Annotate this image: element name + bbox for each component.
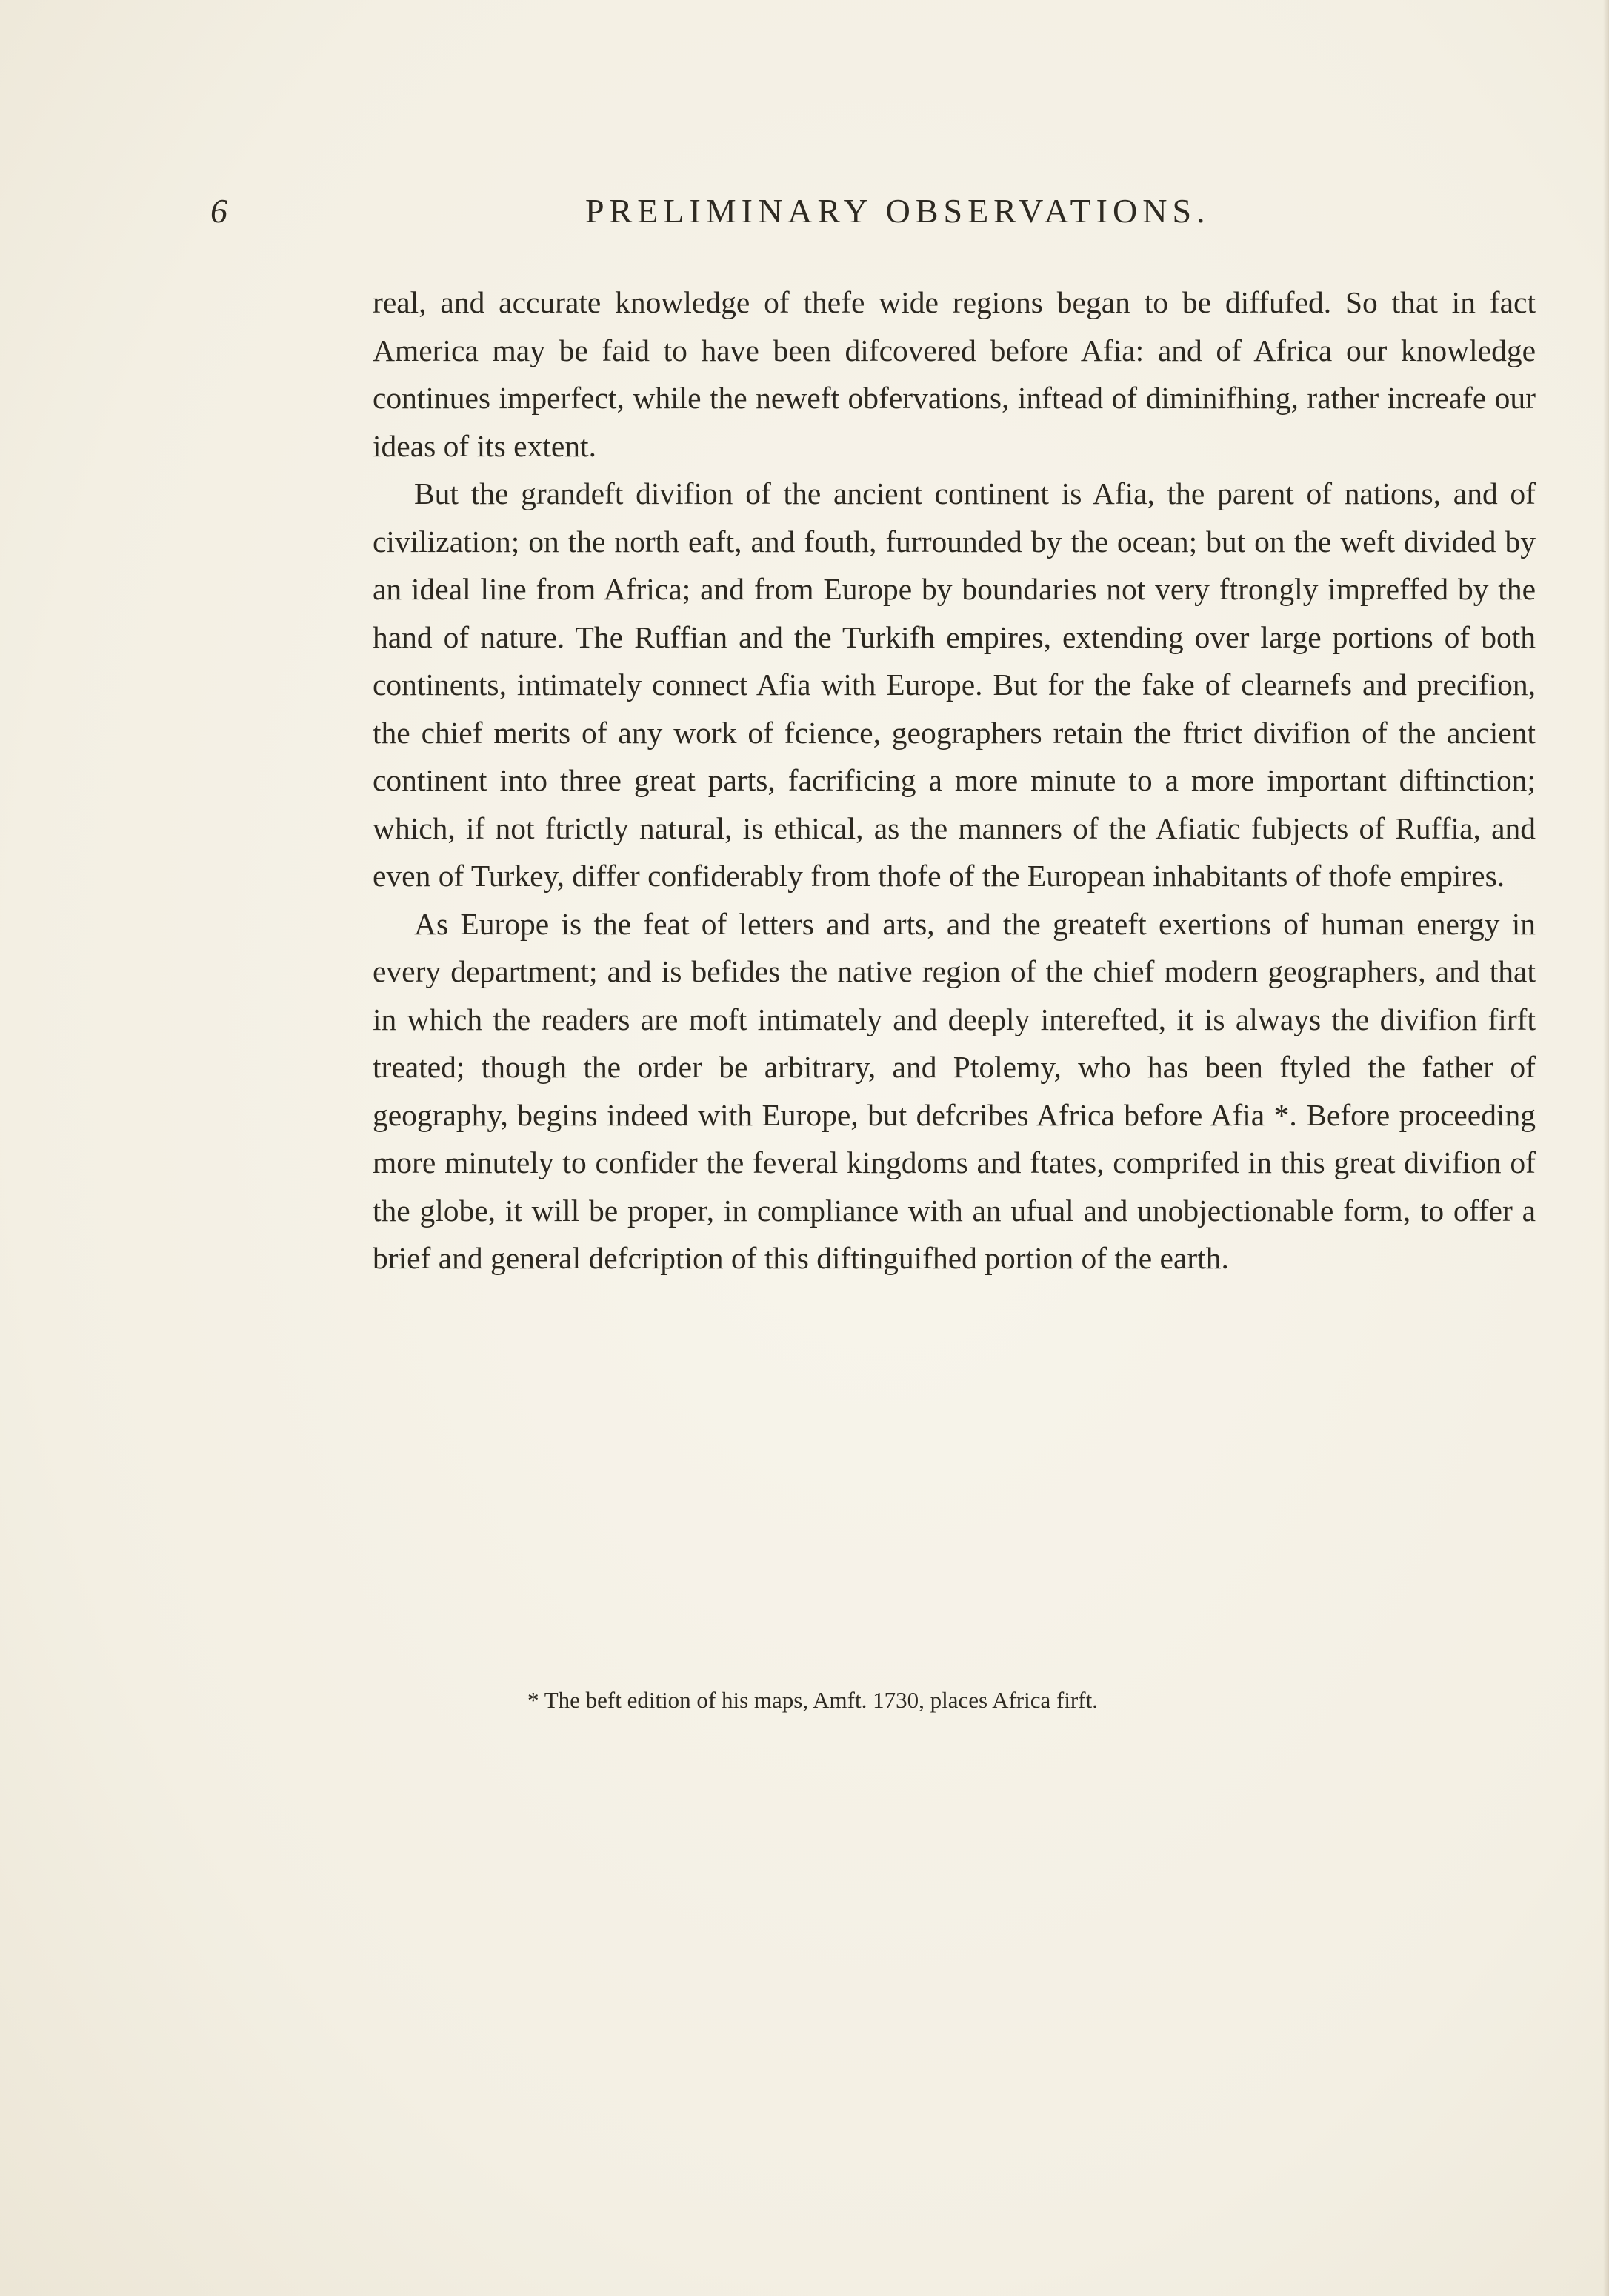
paragraph-continued: real, and accurate knowledge of thefe wide regions began to be diffufed. So that in fact America may be faid to have been difcovered before Afia: and of Africa our knowledge continues imperfect, while the neweft obfervations, inftead of diminifhing, rather increafe our ideas of its extent. (373, 285, 1536, 463)
page-number: 6 (210, 192, 227, 230)
body-text (373, 279, 1536, 1282)
paragraph-europe: As Europe is the feat of letters and arts, and the greateft exertions of human energy in every department; and is befides the native region of the chief modern geographers, and that in which the readers are moft intimately and deeply interefted, it is always the divifion firft treated; though the order be arbitrary, and Ptolemy, who has been ftyled the father of geography, begins indeed with Europe, but defcribes Africa before Afia *. Before proceeding more minutely to confider the feveral kingdoms and ftates, comprifed in this great divifion of the globe, it will be proper, in compliance with an ufual and unobjectionable form, to offer a brief and general defcription of this diftinguifhed portion of the earth. (373, 906, 1536, 1275)
paragraph-asia: But the grandeft divifion of the ancient continent is Afia, the parent of nations, and of civilization; on the north eaft, and fouth, furrounded by the ocean; but on the weft divided by an ideal line from Africa; and from Europe by boundaries not very ftrongly impreffed by the hand of nature. The Ruffian and the Turkifh empires, extending over large portions of both continents, intimately connect Afia with Europe. But for the fake of clearnefs and precifion, the chief merits of any work of fcience, geographers retain the ftrict divifion of the ancient continent into three great parts, facrificing a more minute to a more important diftinction; which, if not ftrictly natural, is ethical, as the manners of the Afiatic fubjects of Ruffia, and even of Turkey, differ confiderably from thofe of the European inhabitants of thofe empires. (373, 476, 1536, 893)
page-edge-shadow (1603, 0, 1609, 2296)
footnote: * The beft edition of his maps, Amft. 1730, places Africa firft. (527, 1687, 1098, 1713)
running-title: PRELIMINARY OBSERVATIONS. (585, 192, 1210, 230)
running-head (200, 191, 1348, 243)
